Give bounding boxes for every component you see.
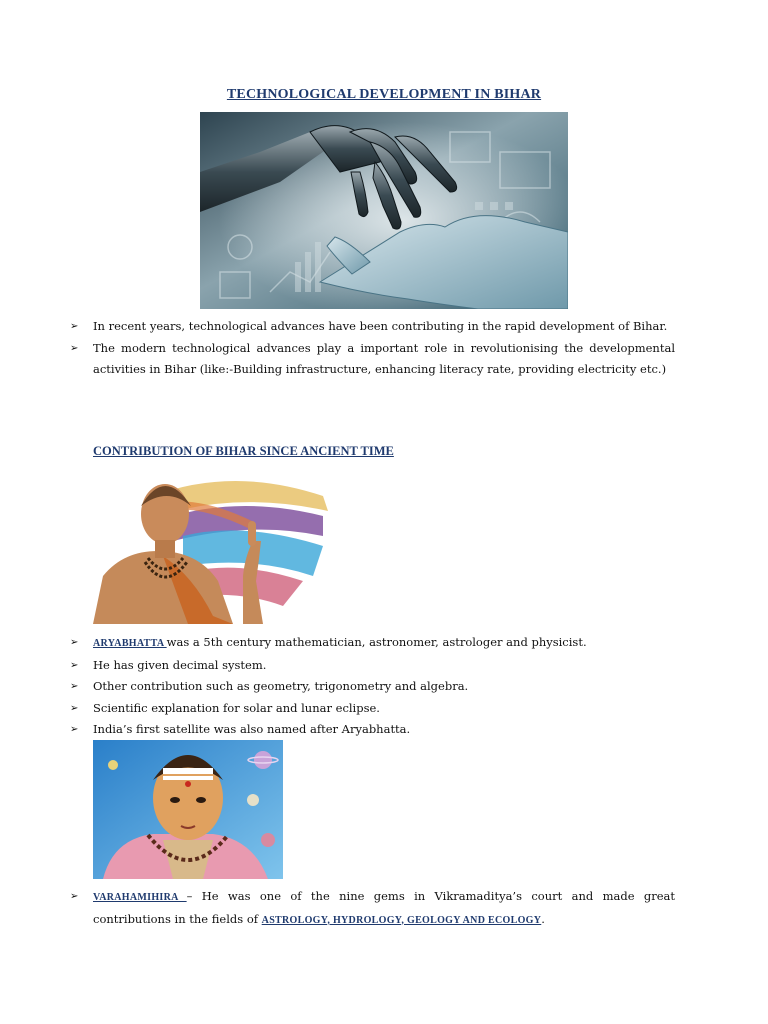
list-item: ➢ In recent years, technological advances have been contributing in the rapid development of Bihar. <box>70 316 675 338</box>
list-item: ➢ India’s first satellite was also named after Aryabhatta. <box>70 719 675 741</box>
list-item: ➢ Scientific explanation for solar and lunar eclipse. <box>70 698 675 720</box>
aryabhatta-link[interactable]: ARYABHATTA <box>93 638 167 649</box>
list-item: ➢ Other contribution such as geometry, trigonometry and algebra. <box>70 676 675 698</box>
page-title: TECHNOLOGICAL DEVELOPMENT IN BIHAR <box>226 87 542 102</box>
fields-link[interactable]: ASTROLOGY, HYDROLOGY, GEOLOGY AND ECOLOGY <box>261 914 542 926</box>
list-item: ➢ ARYABHATTA was a 5th century mathematician, astronomer, astrologer and physicist. <box>70 632 675 655</box>
arrow-bullet-icon: ➢ <box>70 637 79 648</box>
varahamihira-link[interactable]: VARAHAMIHIRA <box>93 892 187 903</box>
arrow-bullet-icon: ➢ <box>70 724 79 735</box>
section-heading: CONTRIBUTION OF BIHAR SINCE ANCIENT TIME <box>93 444 394 458</box>
varahamihira-bullet-list <box>70 886 675 931</box>
arrow-bullet-icon: ➢ <box>70 659 79 671</box>
intro-bullet-list <box>70 316 675 381</box>
arrow-bullet-icon: ➢ <box>70 321 79 332</box>
list-item: ➢ He has given decimal system. <box>70 655 675 677</box>
arrow-bullet-icon: ➢ <box>70 891 79 902</box>
aryabhatta-portrait-image <box>93 466 330 624</box>
robot-human-hand-image <box>200 112 568 309</box>
arrow-bullet-icon: ➢ <box>70 681 79 692</box>
arrow-bullet-icon: ➢ <box>70 702 79 714</box>
varahamihira-portrait-image <box>93 740 283 879</box>
arrow-bullet-icon: ➢ <box>70 342 79 354</box>
list-item: ➢ VARAHAMIHIRA – He was one of the nine gems in Vikramaditya’s court and made great contributions in the fields of ASTROLOGY, HYDROLOGY, GEOLOGY AND ECOLOGY. <box>70 886 675 931</box>
list-item: ➢ The modern technological advances play a important role in revolutionising the developmental activities in Bihar (like:-Building infrastructure, enhancing literacy rate, providing electricity etc.) <box>70 338 675 381</box>
aryabhatta-bullet-list <box>70 632 675 741</box>
